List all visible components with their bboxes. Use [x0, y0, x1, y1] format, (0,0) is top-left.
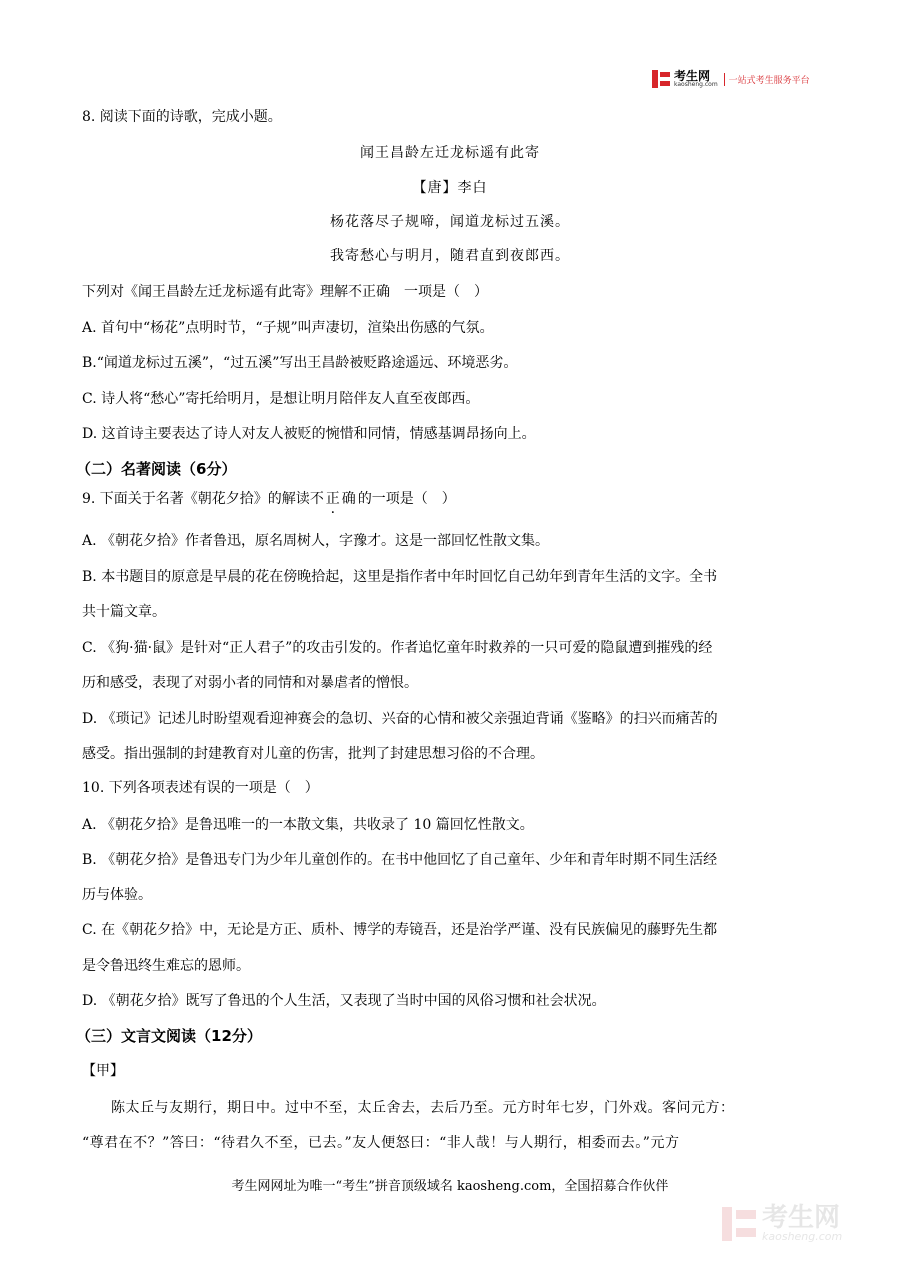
q9-stem-emphasis: 不正确 [309, 491, 358, 507]
poem-line: 我寄愁心与明月，随君直到夜郎西。 [330, 248, 570, 264]
watermark-name: 考生网 [762, 1203, 841, 1233]
q8-option-a: A. 首句中“杨花”点明时节，“子规”叫声凄切，渲染出伤感的气氛。 [82, 320, 494, 336]
q10-option-c: C. 在《朝花夕拾》中，无论是方正、质朴、博学的寿镜吾，还是治学严谨、没有民族偏见的藤野先生都 [82, 922, 718, 938]
header-slogan: 一站式考生服务平台 [724, 73, 810, 86]
classical-text-line: 陈太丘与友期行，期日中。过中不至，太丘舍去，去后乃至。元方时年七岁，门外戏。客问元方： [82, 1100, 735, 1116]
q10-option-b: B. 《朝花夕拾》是鲁迅专门为少年儿童创作的。在书中他回忆了自己童年、少年和青年时期不同生活经 [82, 852, 718, 868]
q9-option-b: B. 本书题目的原意是早晨的花在傍晚拾起，这里是指作者中年时回忆自己幼年到青年生活的文字。全书 [82, 569, 718, 585]
watermark [722, 1205, 842, 1242]
watermark-domain: kaosheng.com [762, 1230, 843, 1243]
q10-option-b-cont: 历与体验。 [82, 887, 152, 903]
q10-option-c-cont: 是令鲁迅终生难忘的恩师。 [82, 958, 250, 974]
section-title: （二）名著阅读（6分） [76, 460, 237, 478]
q10-stem: 10. 下列各项表述有误的一项是（ ） [82, 780, 319, 796]
section-title: （三）文言文阅读（12分） [76, 1027, 262, 1045]
q9-option-d: D. 《琐记》记述儿时盼望观看迎神赛会的急切、兴奋的心情和被父亲强迫背诵《鉴略》的扫兴而痛苦的 [82, 711, 718, 727]
header-logo-name: 考生网 [674, 69, 711, 83]
part-label: 【甲】 [82, 1063, 124, 1079]
q9-option-c-cont: 历和感受，表现了对弱小者的同情和对暴虐者的憎恨。 [82, 675, 418, 691]
q9-stem [82, 489, 456, 509]
q9-option-b-cont: 共十篇文章。 [82, 604, 166, 620]
q9-stem-suffix: 的一项是（ ） [357, 491, 456, 507]
classical-text-line: “尊君在不？”答曰：“待君久不至，已去。”友人便怒曰：“非人哉！与人期行，相委而去。”元方 [82, 1135, 680, 1151]
footer-text: 考生网网址为唯一“考生”拼音顶级域名 kaosheng.com，全国招募合作伙伴 [231, 1179, 669, 1194]
q9-option-d-cont: 感受。指出强制的封建教育对儿童的伤害，批判了封建思想习俗的不合理。 [82, 746, 544, 762]
q9-option-a: A. 《朝花夕拾》作者鲁迅，原名周树人，字豫才。这是一部回忆性散文集。 [82, 533, 550, 549]
q10-option-d: D. 《朝花夕拾》既写了鲁迅的个人生活，又表现了当时中国的风俗习惯和社会状况。 [82, 993, 606, 1009]
poem-line: 杨花落尽子规啼，闻道龙标过五溪。 [330, 214, 570, 230]
kaosheng-logo-icon [652, 70, 670, 88]
q10-option-a: A. 《朝花夕拾》是鲁迅唯一的一本散文集，共收录了 10 篇回忆性散文。 [82, 817, 534, 833]
poem-author: 【唐】李白 [412, 180, 488, 196]
q8-option-d: D. 这首诗主要表达了诗人对友人被贬的惋惜和同情，情感基调昂扬向上。 [82, 426, 536, 442]
q8-option-c: C. 诗人将“愁心”寄托给明月，是想让明月陪伴友人直至夜郎西。 [82, 391, 480, 407]
header-logo [652, 70, 810, 88]
poem-title: 闻王昌龄左迁龙标遥有此寄 [360, 145, 540, 161]
header-logo-domain: kaosheng.com [674, 81, 718, 88]
q8-stem: 8. 阅读下面的诗歌，完成小题。 [82, 109, 282, 125]
q9-option-c: C. 《狗·猫·鼠》是针对“正人君子”的攻击引发的。作者追忆童年时救养的一只可爱的隐鼠遭到摧残的经 [82, 640, 713, 656]
watermark-logo-icon [722, 1207, 756, 1241]
q8-question: 下列对《闻王昌龄左迁龙标遥有此寄》理解不正确 一项是（ ） [82, 284, 488, 300]
q8-option-b: B.“闻道龙标过五溪”，“过五溪”写出王昌龄被贬路途遥远、环境恶劣。 [82, 355, 518, 371]
q9-stem-prefix: 9. 下面关于名著《朝花夕拾》的解读 [82, 491, 310, 507]
